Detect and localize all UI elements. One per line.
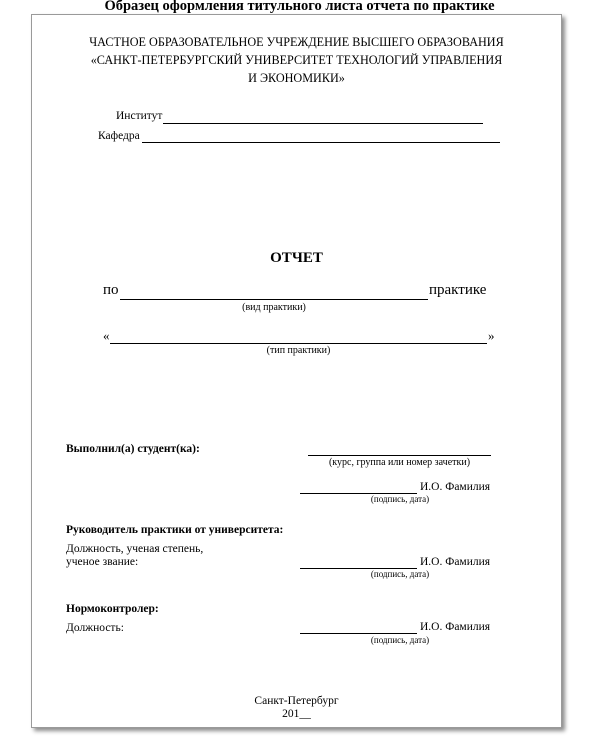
norm-controller-position: Должность: — [66, 622, 124, 634]
practice-type-hint: (тип практики) — [266, 345, 331, 356]
norm-controller-label: Нормоконтролер: — [66, 603, 159, 615]
norm-controller-signature-line — [300, 633, 417, 634]
organization-line-1: ЧАСТНОЕ ОБРАЗОВАТЕЛЬНОЕ УЧРЕЖДЕНИЕ ВЫСШЕГО ОБРАЗОВАНИЯ — [89, 35, 504, 49]
norm-controller-signature-hint: (подпись, дата) — [370, 635, 430, 645]
student-course-hint: (курс, группа или номер зачетки) — [328, 457, 471, 468]
page-title: Образец оформления титульного листа отчета по практике — [104, 0, 495, 14]
report-prefix: по — [103, 282, 119, 298]
student-signature-hint: (подпись, дата) — [370, 494, 430, 504]
supervisor-signature-hint: (подпись, дата) — [370, 569, 430, 579]
supervisor-position-line-2: ученое звание: — [66, 556, 139, 568]
supervisor-position-line-1: Должность, ученая степень, — [66, 543, 204, 555]
organization-line-3: И ЭКОНОМИКИ» — [248, 71, 345, 85]
quote-open: « — [103, 328, 110, 343]
department-label: Кафедра — [98, 130, 140, 142]
practice-type-line — [110, 343, 487, 344]
footer-year: 201__ — [282, 708, 311, 720]
student-name: И.О. Фамилия — [420, 481, 491, 493]
institute-label: Институт — [116, 110, 163, 122]
institute-input-line — [163, 123, 483, 124]
report-suffix: практике — [429, 282, 487, 298]
student-label: Выполнил(а) студент(ка): — [66, 443, 200, 455]
student-course-line — [308, 455, 491, 456]
supervisor-label: Руководитель практики от университета: — [66, 524, 284, 536]
supervisor-name: И.О. Фамилия — [420, 556, 491, 568]
quote-close: » — [488, 328, 495, 343]
organization-line-2: «САНКТ-ПЕТЕРБУРГСКИЙ УНИВЕРСИТЕТ ТЕХНОЛОГИЙ УПРАВЛЕНИЯ — [90, 53, 503, 67]
title-page-sheet — [31, 14, 562, 728]
norm-controller-name: И.О. Фамилия — [420, 621, 491, 633]
practice-kind-hint: (вид практики) — [242, 302, 306, 313]
report-title: ОТЧЕТ — [270, 250, 323, 266]
practice-kind-line — [120, 299, 428, 300]
footer-city: Санкт-Петербург — [254, 695, 339, 707]
department-input-line — [142, 142, 500, 143]
